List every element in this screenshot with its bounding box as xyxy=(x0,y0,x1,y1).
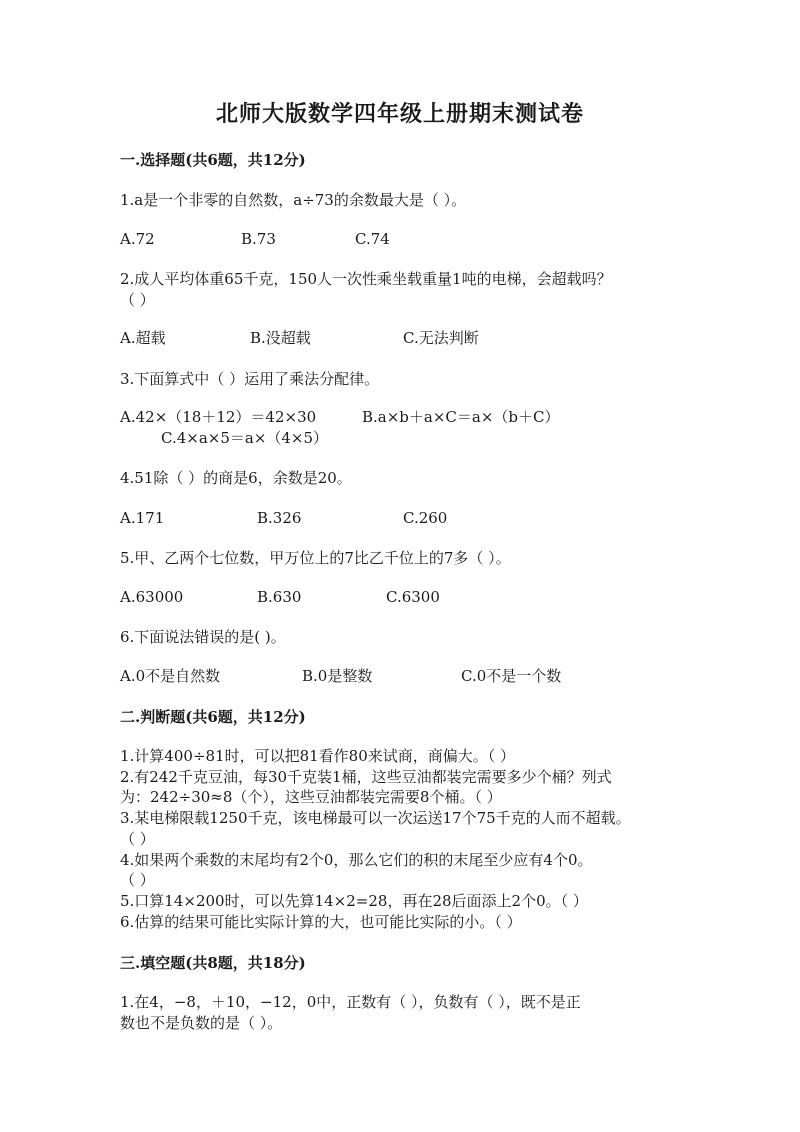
question-5-option-b: B.630 xyxy=(257,588,302,606)
question-5-text: 5.甲、乙两个七位数，甲万位上的7比乙千位上的7多（ ）。 xyxy=(120,549,511,567)
judgement-line: （ ） xyxy=(120,871,155,889)
question-3-option-c: C.4×a×5＝a×（4×5） xyxy=(161,429,329,447)
question-1-option-a: A.72 xyxy=(120,230,155,248)
question-5-option-a: A.63000 xyxy=(120,588,184,606)
question-6-option-c: C.0不是一个数 xyxy=(461,667,562,685)
question-3-option-b: B.a×b＋a×C＝a×（b＋C） xyxy=(362,408,560,426)
page-title: 北师大版数学四年级上册期末测试卷 xyxy=(215,101,584,127)
fill-blank-line: 1.在4，−8，＋10，−12，0中，正数有（ ），负数有（ ），既不是正 xyxy=(120,993,581,1011)
question-2-option-b: B.没超载 xyxy=(250,329,311,347)
judgement-line: 3.某电梯限载1250千克，该电梯最可以一次运送17个75千克的人而不超载。 xyxy=(120,809,631,827)
question-2-blank: （ ） xyxy=(120,291,155,309)
fill-blank-line: 数也不是负数的是（ ）。 xyxy=(120,1014,283,1032)
question-1-text: 1.a是一个非零的自然数，a÷73的余数最大是（ ）。 xyxy=(120,191,467,209)
question-3-option-a: A.42×（18＋12）＝42×30 xyxy=(120,408,317,426)
judgement-line: 4.如果两个乘数的末尾均有2个0，那么它们的积的末尾至少应有4个0。 xyxy=(120,851,593,869)
judgement-line: 5.口算14×200时，可以先算14×2=28，再在28后面添上2个0。（ ） xyxy=(120,892,588,910)
question-4-option-a: A.171 xyxy=(120,509,165,527)
question-6-text: 6.下面说法错误的是( )。 xyxy=(120,628,286,646)
question-6-option-b: B.0是整数 xyxy=(302,667,373,685)
judgement-line: 6.估算的结果可能比实际计算的大，也可能比实际的小。（ ） xyxy=(120,913,522,931)
judgement-line: 2.有242千克豆油，每30千克装1桶，这些豆油都装完需要多少个桶？列式 xyxy=(120,768,612,786)
question-4-text: 4.51除（ ）的商是6，余数是20。 xyxy=(120,469,352,487)
section-heading-judgement: 二.判断题(共6题，共12分) xyxy=(120,708,306,726)
question-1-option-c: C.74 xyxy=(355,230,390,248)
question-2-option-c: C.无法判断 xyxy=(403,329,479,347)
question-6-option-a: A.0不是自然数 xyxy=(120,667,221,685)
question-2-text: 2.成人平均体重65千克，150人一次性乘坐载重量1吨的电梯，会超载吗？ xyxy=(120,270,612,288)
judgement-line: 为：242÷30≈8（个），这些豆油都装完需要8个桶。（ ） xyxy=(120,788,502,806)
question-5-option-c: C.6300 xyxy=(386,588,440,606)
section-heading-fill-blank: 三.填空题(共8题，共18分) xyxy=(120,954,306,972)
question-1-option-b: B.73 xyxy=(241,230,276,248)
question-3-text: 3.下面算式中（ ）运用了乘法分配律。 xyxy=(120,370,380,388)
question-4-option-c: C.260 xyxy=(403,509,448,527)
judgement-line: （ ） xyxy=(120,830,155,848)
question-4-option-b: B.326 xyxy=(257,509,302,527)
section-heading-choice: 一.选择题(共6题，共12分) xyxy=(120,151,306,169)
judgement-line: 1.计算400÷81时，可以把81看作80来试商，商偏大。（ ） xyxy=(120,747,516,765)
question-2-option-a: A.超载 xyxy=(120,329,166,347)
